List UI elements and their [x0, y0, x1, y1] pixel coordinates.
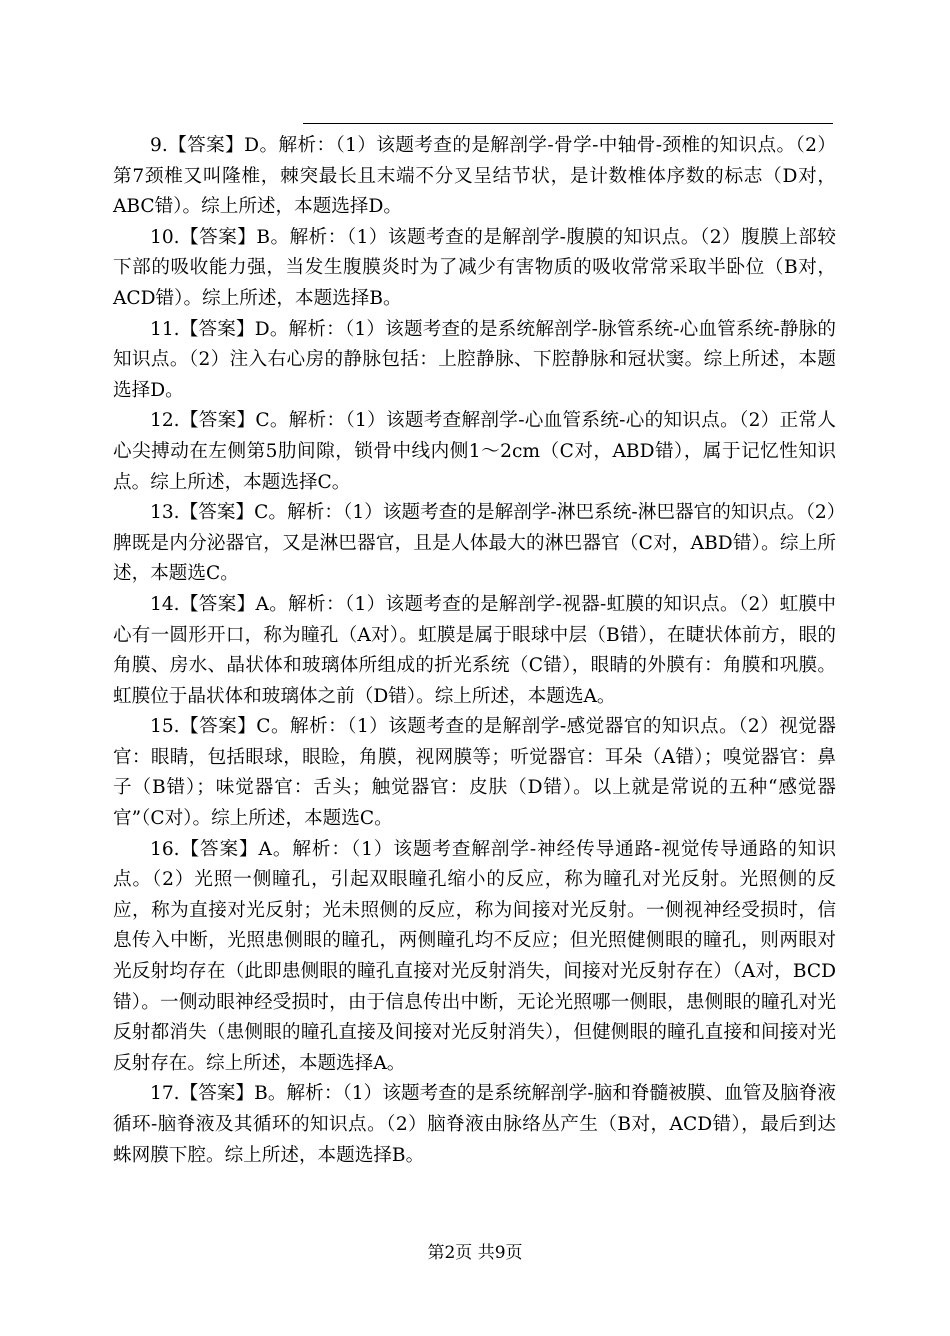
page-number: 第2页 共9页 [427, 1243, 523, 1263]
answer-item-9: 9.【答案】D。解析：（1）该题考查的是解剖学-骨学-中轴骨-颈椎的知识点。（2）第7颈椎又叫隆椎，棘突最长且末端不分叉呈结节状，是计数椎体序数的标志（D对，ABC错）。综上所述，本题选择D。 [113, 135, 836, 218]
answer-item-13: 13.【答案】C。解析：（1）该题考查的是解剖学-淋巴系统-淋巴器官的知识点。（2）脾既是内分泌器官，又是淋巴器官，且是人体最大的淋巴器官（C对，ABD错）。综上所述，本题选C。 [113, 502, 836, 585]
answer-item-17: 17.【答案】B。解析：（1）该题考查的是系统解剖学-脑和脊髓被膜、血管及脑脊液循环-脑脊液及其循环的知识点。（2）脑脊液由脉络丛产生（B对，ACD错），最后到达蛛网膜下腔。综上所述，本题选择B。 [113, 1083, 836, 1166]
answer-item-12: 12.【答案】C。解析：（1）该题考查解剖学-心血管系统-心的知识点。（2）正常人心尖搏动在左侧第5肋间隙，锁骨中线内侧1～2cm（C对，ABD错），属于记忆性知识点。综上所述，本题选择C。 [113, 410, 836, 493]
answer-item-10: 10.【答案】B。解析：（1）该题考查的是解剖学-腹膜的知识点。（2）腹膜上部较下部的吸收能力强，当发生腹膜炎时为了减少有害物质的吸收常常采取半卧位（B对，ACD错）。综上所述，本题选择B。 [113, 226, 836, 309]
header-rule [303, 123, 833, 124]
answer-item-11: 11.【答案】D。解析：（1）该题考查的是系统解剖学-脉管系统-心血管系统-静脉的知识点。（2）注入右心房的静脉包括：上腔静脉、下腔静脉和冠状窦。综上所述，本题选择D。 [113, 318, 836, 401]
answer-item-16: 16.【答案】A。解析：（1）该题考查解剖学-神经传导通路-视觉传导通路的知识点。（2）光照一侧瞳孔，引起双眼瞳孔缩小的反应，称为瞳孔对光反射。光照侧的反应，称为直接对光反射；光未照侧的反应，称为间接对光反射。一侧视神经受损时，信息传入中断，光照患侧眼的瞳孔，两侧瞳孔均不反应；但光照健侧眼的瞳孔，则两眼对光反射均存在（此即患侧眼的瞳孔直接对光反射消失，间接对光反射存在）（A对，BCD错）。一侧动眼神经受损时，由于信息传出中断，无论光照哪一侧眼，患侧眼的瞳孔对光反射都消失（患侧眼的瞳孔直接及间接对光反射消失），但健侧眼的瞳孔直接和间接对光反射存在。综上所述，本题选择A。 [113, 838, 836, 1074]
answer-item-15: 15.【答案】C。解析：（1）该题考查的是解剖学-感觉器官的知识点。（2）视觉器官：眼睛，包括眼球，眼睑，角膜，视网膜等；听觉器官：耳朵（A错）；嗅觉器官：鼻子（B错）；味觉器官：舌头；触觉器官：皮肤（D错）。以上就是常说的五种“感觉器官”（C对）。综上所述，本题选C。 [113, 716, 836, 830]
answer-list [113, 131, 836, 1171]
answer-item-14: 14.【答案】A。解析：（1）该题考查的是解剖学-视器-虹膜的知识点。（2）虹膜中心有一圆形开口，称为瞳孔（A对）。虹膜是属于眼球中层（B错），在睫状体前方，眼的角膜、房水、晶状体和玻璃体所组成的折光系统（C错），眼睛的外膜有：角膜和巩膜。虹膜位于晶状体和玻璃体之前（D错）。综上所述，本题选A。 [113, 593, 836, 707]
